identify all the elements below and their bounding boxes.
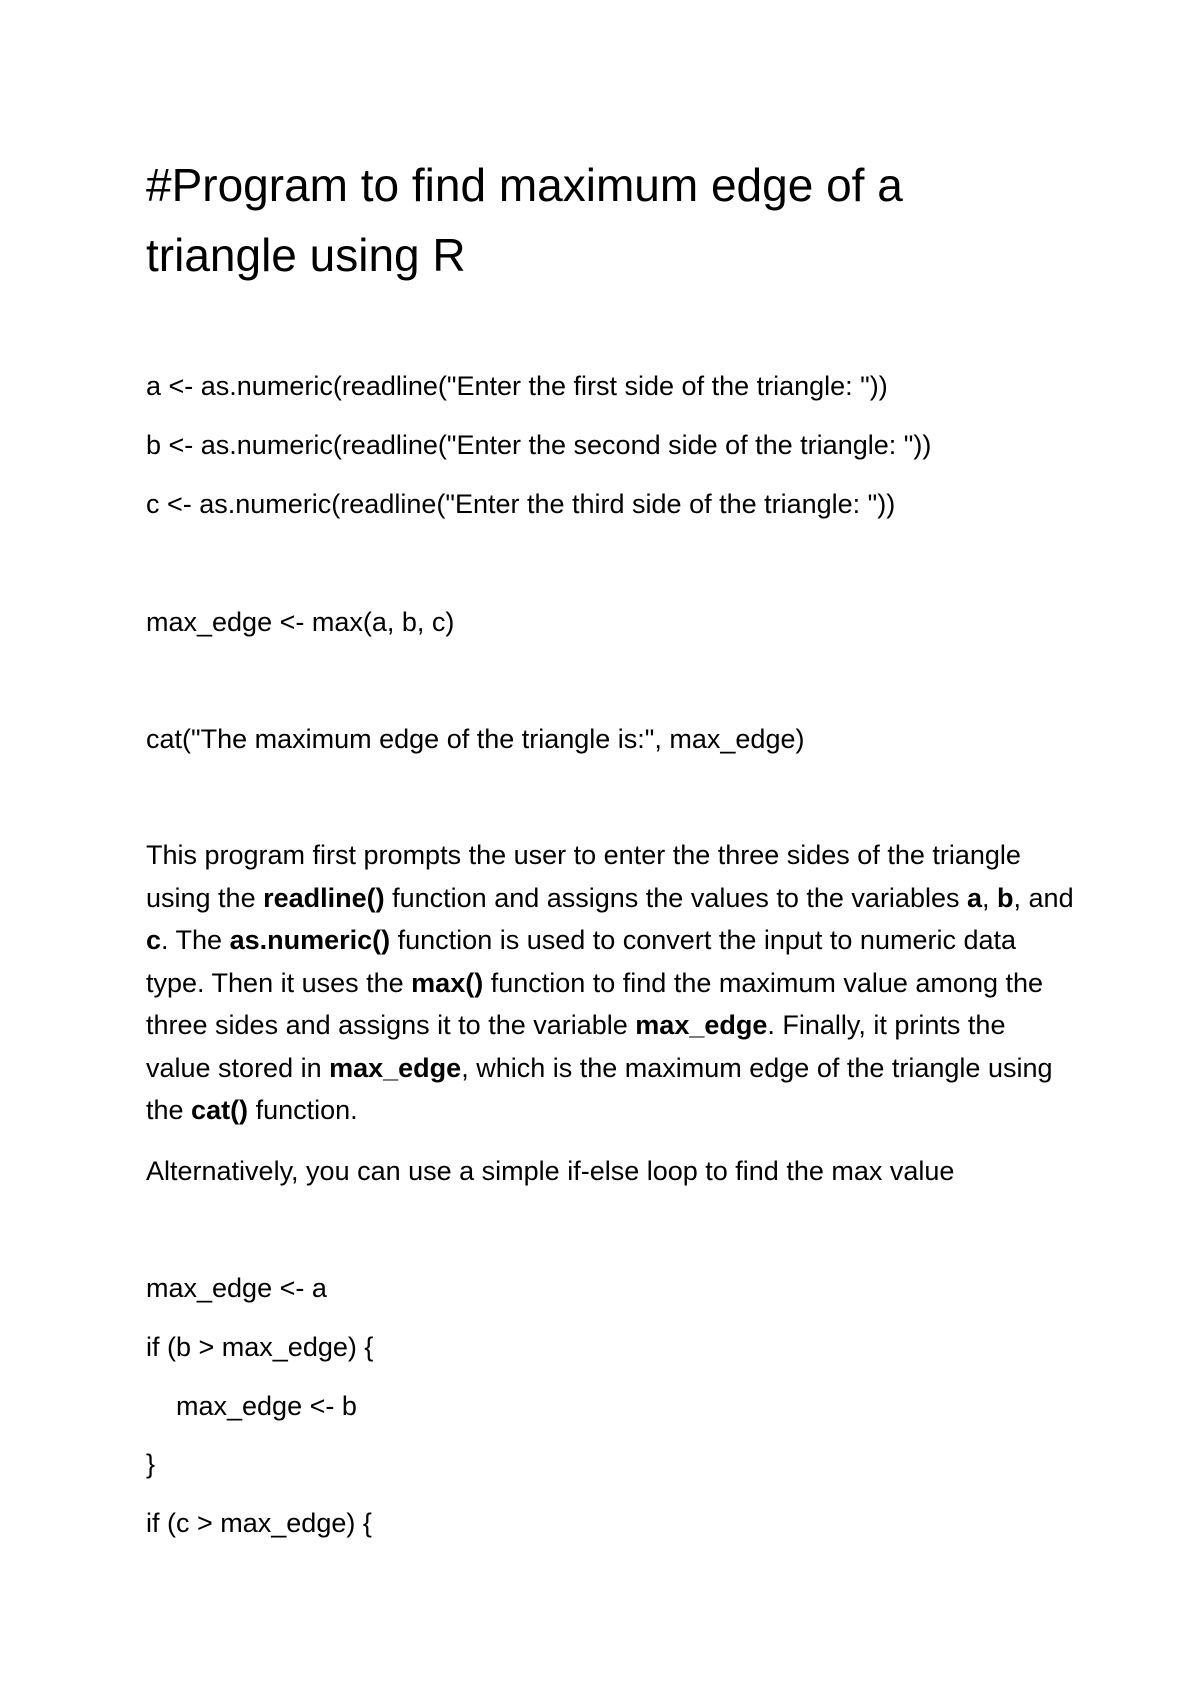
- code2-line-1: max_edge <- a: [146, 1273, 327, 1303]
- explanation-text: . The: [161, 925, 230, 955]
- explanation-text: , and: [1013, 882, 1074, 913]
- explanation-text: function to find the maximum value among the three sides and assigns it to the variable: [146, 967, 1044, 1040]
- explanation-code-term: b: [997, 882, 1014, 913]
- code-line-cat: cat("The maximum edge of the triangle is:", max_edge): [146, 724, 805, 754]
- code2-line-4: }: [146, 1449, 156, 1479]
- explanation-text: , which is the maximum edge of the triangle using the: [146, 1052, 1053, 1125]
- explanation-text: ,: [982, 882, 998, 913]
- code-line-c: c <- as.numeric(readline("Enter the third side of the triangle: ")): [146, 489, 896, 519]
- explanation-code-term: cat(): [191, 1095, 249, 1125]
- explanation-code-term: max_edge: [635, 1010, 768, 1040]
- code-line-b: b <- as.numeric(readline("Enter the second side of the triangle: ")): [146, 430, 932, 460]
- explanation-paragraph: [146, 834, 1076, 1132]
- explanation-code-term: max(): [411, 967, 484, 998]
- explanation-code-term: c: [146, 925, 162, 955]
- code2-line-3: max_edge <- b: [176, 1391, 357, 1421]
- code2-line-2: if (b > max_edge) {: [146, 1332, 374, 1362]
- explanation-text: function and assigns the values to the variables: [384, 882, 967, 913]
- code-line-max: max_edge <- max(a, b, c): [146, 607, 455, 637]
- document-title: #Program to find maximum edge of a triangle using R: [146, 159, 903, 281]
- explanation-code-term: a: [966, 882, 983, 913]
- explanation-text: . Finally, it prints the value stored in: [146, 1010, 1006, 1083]
- alternative-note: Alternatively, you can use a simple if-else loop to find the max value: [146, 1156, 955, 1186]
- explanation-text: This program first prompts the user to enter the three sides of the triangle using the: [146, 840, 1021, 913]
- explanation-text: function is used to convert the input to numeric data type. Then it uses the: [146, 925, 1017, 998]
- explanation-code-term: readline(): [263, 882, 385, 913]
- explanation-code-term: as.numeric(): [229, 925, 391, 955]
- code-line-a: a <- as.numeric(readline("Enter the first side of the triangle: ")): [146, 371, 888, 401]
- explanation-text: function.: [248, 1095, 358, 1125]
- code2-line-5: if (c > max_edge) {: [146, 1508, 372, 1538]
- explanation-code-term: max_edge: [329, 1052, 462, 1083]
